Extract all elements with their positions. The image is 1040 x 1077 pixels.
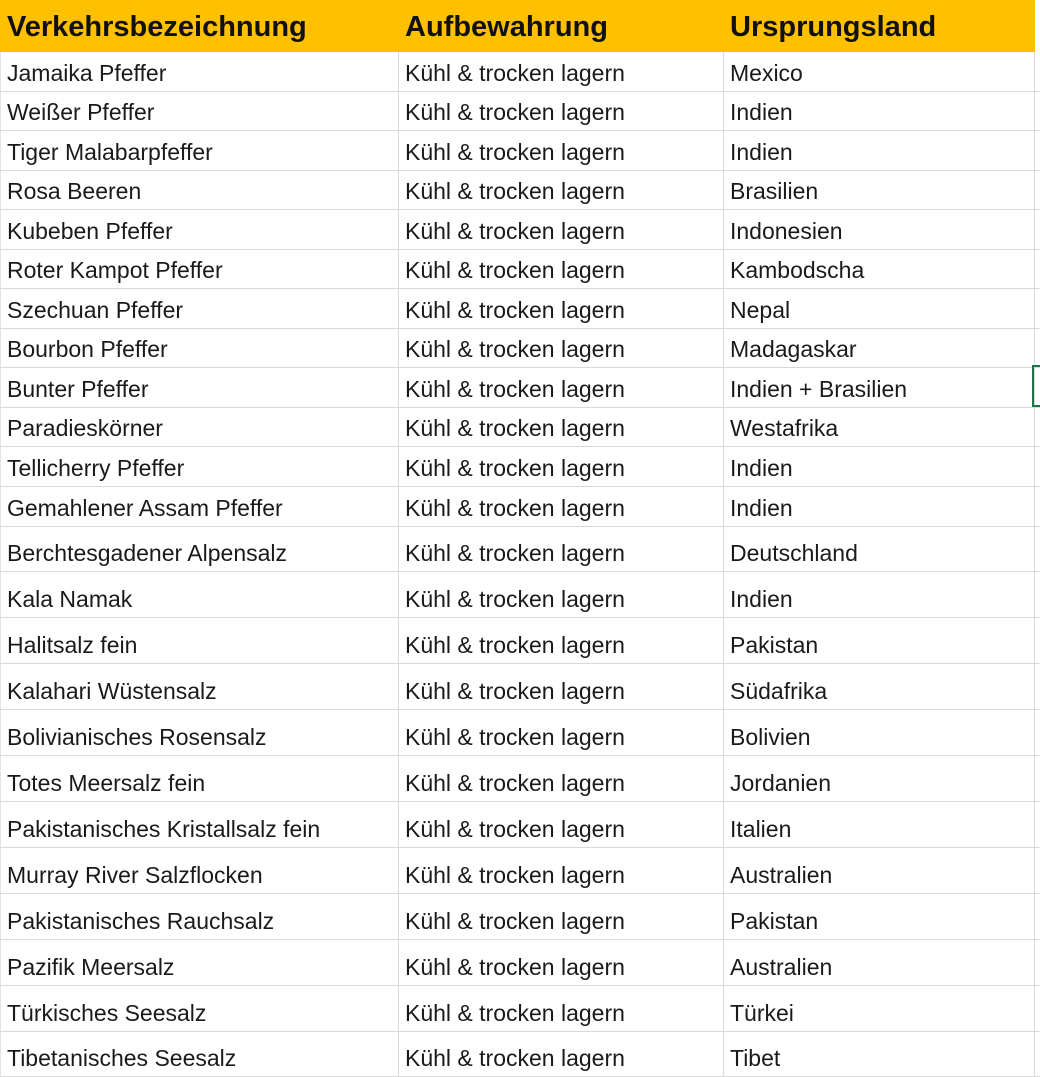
cell-verkehrsbezeichnung[interactable]: Szechuan Pfeffer (0, 289, 399, 329)
header-cell-empty[interactable] (1035, 0, 1040, 52)
cell-aufbewahrung[interactable]: Kühl & trocken lagern (399, 447, 724, 487)
cell-verkehrsbezeichnung[interactable]: Pakistanisches Rauchsalz (0, 894, 399, 940)
cell-empty[interactable] (1035, 289, 1040, 329)
header-row (0, 0, 1040, 52)
cell-empty[interactable] (1035, 250, 1040, 289)
cell-empty[interactable] (1035, 802, 1040, 848)
header-cell-ursprungsland[interactable]: Ursprungsland (724, 0, 1035, 52)
table-row (0, 171, 1040, 210)
table-row (0, 756, 1040, 802)
cell-verkehrsbezeichnung[interactable]: Kalahari Wüstensalz (0, 664, 399, 710)
cell-aufbewahrung[interactable]: Kühl & trocken lagern (399, 756, 724, 802)
cell-empty[interactable] (1035, 171, 1040, 210)
cell-empty[interactable] (1035, 986, 1040, 1032)
cell-aufbewahrung[interactable]: Kühl & trocken lagern (399, 527, 724, 572)
cell-verkehrsbezeichnung[interactable]: Pakistanisches Kristallsalz fein (0, 802, 399, 848)
header-cell-aufbewahrung[interactable]: Aufbewahrung (399, 0, 724, 52)
table-row (0, 618, 1040, 664)
cell-empty[interactable] (1035, 664, 1040, 710)
cell-verkehrsbezeichnung[interactable]: Bunter Pfeffer (0, 368, 399, 408)
cell-empty[interactable] (1035, 210, 1040, 250)
cell-empty[interactable] (1035, 894, 1040, 940)
table-row (0, 572, 1040, 618)
cell-verkehrsbezeichnung[interactable]: Kala Namak (0, 572, 399, 618)
table-row (0, 664, 1040, 710)
cell-ursprungsland[interactable]: Mexico (724, 52, 1035, 92)
cell-aufbewahrung[interactable]: Kühl & trocken lagern (399, 848, 724, 894)
cell-ursprungsland[interactable]: Tibet (724, 1032, 1035, 1077)
cell-aufbewahrung[interactable]: Kühl & trocken lagern (399, 329, 724, 368)
table-row (0, 447, 1040, 487)
cell-empty[interactable] (1035, 92, 1040, 131)
cell-ursprungsland[interactable]: Indonesien (724, 210, 1035, 250)
table-row (0, 894, 1040, 940)
cell-aufbewahrung[interactable]: Kühl & trocken lagern (399, 250, 724, 289)
cell-verkehrsbezeichnung[interactable]: Rosa Beeren (0, 171, 399, 210)
cell-verkehrsbezeichnung[interactable]: Tibetanisches Seesalz (0, 1032, 399, 1077)
cell-ursprungsland[interactable]: Indien (724, 447, 1035, 487)
cell-aufbewahrung[interactable]: Kühl & trocken lagern (399, 408, 724, 447)
cell-aufbewahrung[interactable]: Kühl & trocken lagern (399, 986, 724, 1032)
cell-verkehrsbezeichnung[interactable]: Pazifik Meersalz (0, 940, 399, 986)
cell-empty[interactable] (1035, 527, 1040, 572)
cell-ursprungsland[interactable]: Indien (724, 572, 1035, 618)
cell-empty[interactable] (1035, 487, 1040, 527)
table-row (0, 210, 1040, 250)
cell-ursprungsland[interactable]: Indien (724, 92, 1035, 131)
cell-aufbewahrung[interactable]: Kühl & trocken lagern (399, 487, 724, 527)
table-row (0, 408, 1040, 447)
cell-verkehrsbezeichnung[interactable]: Roter Kampot Pfeffer (0, 250, 399, 289)
table-row (0, 92, 1040, 131)
cell-ursprungsland[interactable]: Westafrika (724, 408, 1035, 447)
cell-empty[interactable] (1035, 447, 1040, 487)
table-row (0, 487, 1040, 527)
table-row (0, 848, 1040, 894)
cell-empty[interactable] (1035, 1032, 1040, 1077)
cell-empty[interactable] (1035, 710, 1040, 756)
cell-ursprungsland[interactable]: Jordanien (724, 756, 1035, 802)
cell-aufbewahrung[interactable]: Kühl & trocken lagern (399, 572, 724, 618)
cell-ursprungsland[interactable]: Australien (724, 848, 1035, 894)
table-row (0, 940, 1040, 986)
table-row (0, 527, 1040, 572)
cell-ursprungsland[interactable]: Indien (724, 131, 1035, 171)
cell-aufbewahrung[interactable]: Kühl & trocken lagern (399, 940, 724, 986)
cell-ursprungsland[interactable]: Pakistan (724, 894, 1035, 940)
table-row (0, 1032, 1040, 1077)
cell-aufbewahrung[interactable]: Kühl & trocken lagern (399, 171, 724, 210)
cell-aufbewahrung[interactable]: Kühl & trocken lagern (399, 618, 724, 664)
cell-aufbewahrung[interactable]: Kühl & trocken lagern (399, 894, 724, 940)
cell-aufbewahrung[interactable]: Kühl & trocken lagern (399, 368, 724, 408)
cell-aufbewahrung[interactable]: Kühl & trocken lagern (399, 802, 724, 848)
cell-verkehrsbezeichnung[interactable]: Totes Meersalz fein (0, 756, 399, 802)
cell-aufbewahrung[interactable]: Kühl & trocken lagern (399, 210, 724, 250)
cell-verkehrsbezeichnung[interactable]: Weißer Pfeffer (0, 92, 399, 131)
cell-ursprungsland[interactable]: Indien + Brasilien (724, 368, 1035, 408)
cell-verkehrsbezeichnung[interactable]: Gemahlener Assam Pfeffer (0, 487, 399, 527)
cell-verkehrsbezeichnung[interactable]: Bourbon Pfeffer (0, 329, 399, 368)
cell-ursprungsland[interactable]: Bolivien (724, 710, 1035, 756)
cell-ursprungsland[interactable]: Madagaskar (724, 329, 1035, 368)
table-row (0, 368, 1040, 408)
cell-empty[interactable] (1035, 329, 1040, 368)
table-row (0, 131, 1040, 171)
table-row (0, 289, 1040, 329)
cell-verkehrsbezeichnung[interactable]: Bolivianisches Rosensalz (0, 710, 399, 756)
header-cell-verkehrsbezeichnung[interactable]: Verkehrsbezeichnung (0, 0, 399, 52)
cell-ursprungsland[interactable]: Pakistan (724, 618, 1035, 664)
cell-ursprungsland[interactable]: Türkei (724, 986, 1035, 1032)
cell-verkehrsbezeichnung[interactable]: Halitsalz fein (0, 618, 399, 664)
cell-ursprungsland[interactable]: Indien (724, 487, 1035, 527)
cell-ursprungsland[interactable]: Australien (724, 940, 1035, 986)
table-row (0, 986, 1040, 1032)
cell-verkehrsbezeichnung[interactable]: Kubeben Pfeffer (0, 210, 399, 250)
cell-empty[interactable] (1035, 408, 1040, 447)
cell-verkehrsbezeichnung[interactable]: Tellicherry Pfeffer (0, 447, 399, 487)
cell-empty[interactable] (1035, 131, 1040, 171)
cell-empty[interactable] (1035, 52, 1040, 92)
cell-aufbewahrung[interactable]: Kühl & trocken lagern (399, 92, 724, 131)
cell-empty[interactable] (1035, 940, 1040, 986)
cell-ursprungsland[interactable]: Deutschland (724, 527, 1035, 572)
cell-verkehrsbezeichnung[interactable]: Tiger Malabarpfeffer (0, 131, 399, 171)
cell-empty[interactable] (1035, 618, 1040, 664)
cell-ursprungsland[interactable]: Italien (724, 802, 1035, 848)
cell-empty[interactable] (1035, 756, 1040, 802)
cell-aufbewahrung[interactable]: Kühl & trocken lagern (399, 1032, 724, 1077)
cell-aufbewahrung[interactable]: Kühl & trocken lagern (399, 710, 724, 756)
cell-aufbewahrung[interactable]: Kühl & trocken lagern (399, 131, 724, 171)
cell-empty[interactable] (1035, 848, 1040, 894)
table-row (0, 52, 1040, 92)
cell-verkehrsbezeichnung[interactable]: Murray River Salzflocken (0, 848, 399, 894)
cell-empty[interactable] (1035, 572, 1040, 618)
cell-verkehrsbezeichnung[interactable]: Jamaika Pfeffer (0, 52, 399, 92)
active-cell-selection[interactable] (1032, 365, 1040, 407)
cell-aufbewahrung[interactable]: Kühl & trocken lagern (399, 52, 724, 92)
cell-verkehrsbezeichnung[interactable]: Berchtesgadener Alpensalz (0, 527, 399, 572)
table-row (0, 329, 1040, 368)
cell-ursprungsland[interactable]: Kambodscha (724, 250, 1035, 289)
table-row (0, 710, 1040, 756)
table-row (0, 250, 1040, 289)
table-row (0, 802, 1040, 848)
cell-ursprungsland[interactable]: Brasilien (724, 171, 1035, 210)
cell-verkehrsbezeichnung[interactable]: Türkisches Seesalz (0, 986, 399, 1032)
cell-ursprungsland[interactable]: Nepal (724, 289, 1035, 329)
cell-aufbewahrung[interactable]: Kühl & trocken lagern (399, 664, 724, 710)
cell-ursprungsland[interactable]: Südafrika (724, 664, 1035, 710)
cell-verkehrsbezeichnung[interactable]: Paradieskörner (0, 408, 399, 447)
cell-aufbewahrung[interactable]: Kühl & trocken lagern (399, 289, 724, 329)
